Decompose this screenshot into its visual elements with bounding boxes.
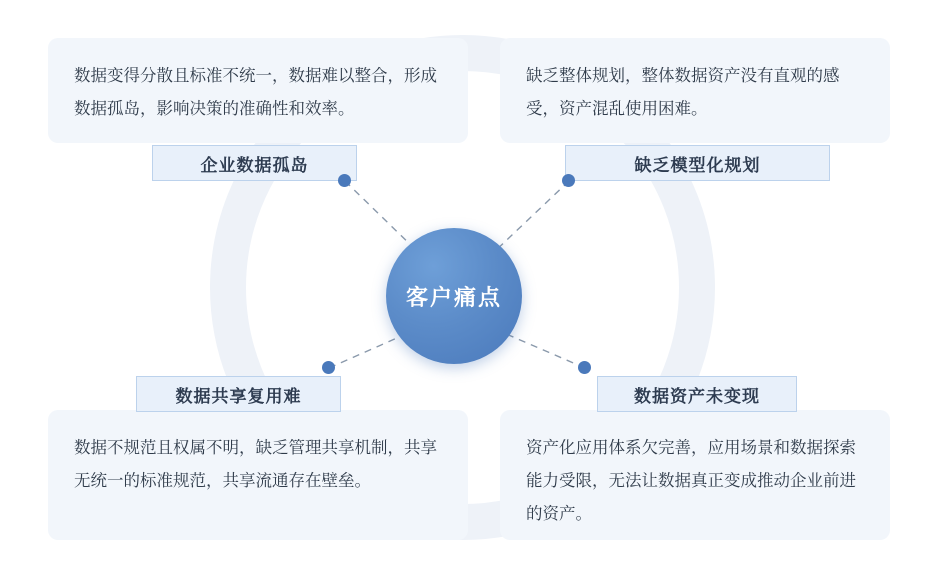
connector-top-right	[492, 181, 569, 254]
chip-assets-not-monetized[interactable]: 数据资产未变现	[597, 376, 797, 412]
description-no-model-planning: 缺乏整体规划，整体数据资产没有直观的感受，资产混乱使用困难。	[500, 38, 890, 143]
connector-dot-top-right	[562, 174, 575, 187]
center-node[interactable]	[386, 228, 522, 364]
description-assets-not-monetized: 资产化应用体系欠完善，应用场景和数据探索能力受限，无法让数据真正变成推动企业前进的资产。	[500, 410, 890, 540]
center-node-label: 客户痛点	[405, 284, 502, 310]
chip-data-island[interactable]: 企业数据孤岛	[152, 145, 357, 181]
connector-dot-bottom-left	[322, 361, 335, 374]
description-data-island: 数据变得分散且标准不统一，数据难以整合，形成数据孤岛，影响决策的准确性和效率。	[48, 38, 468, 143]
chip-no-model-planning[interactable]: 缺乏模型化规划	[565, 145, 830, 181]
description-sharing-reuse-hard: 数据不规范且权属不明，缺乏管理共享机制，共享无统一的标准规范，共享流通存在壁垒。	[48, 410, 468, 540]
connector-bottom-right	[497, 330, 585, 368]
connector-top-left	[345, 181, 420, 254]
connector-dot-top-left	[338, 174, 351, 187]
chip-sharing-reuse-hard[interactable]: 数据共享复用难	[136, 376, 341, 412]
connector-dot-bottom-right	[578, 361, 591, 374]
